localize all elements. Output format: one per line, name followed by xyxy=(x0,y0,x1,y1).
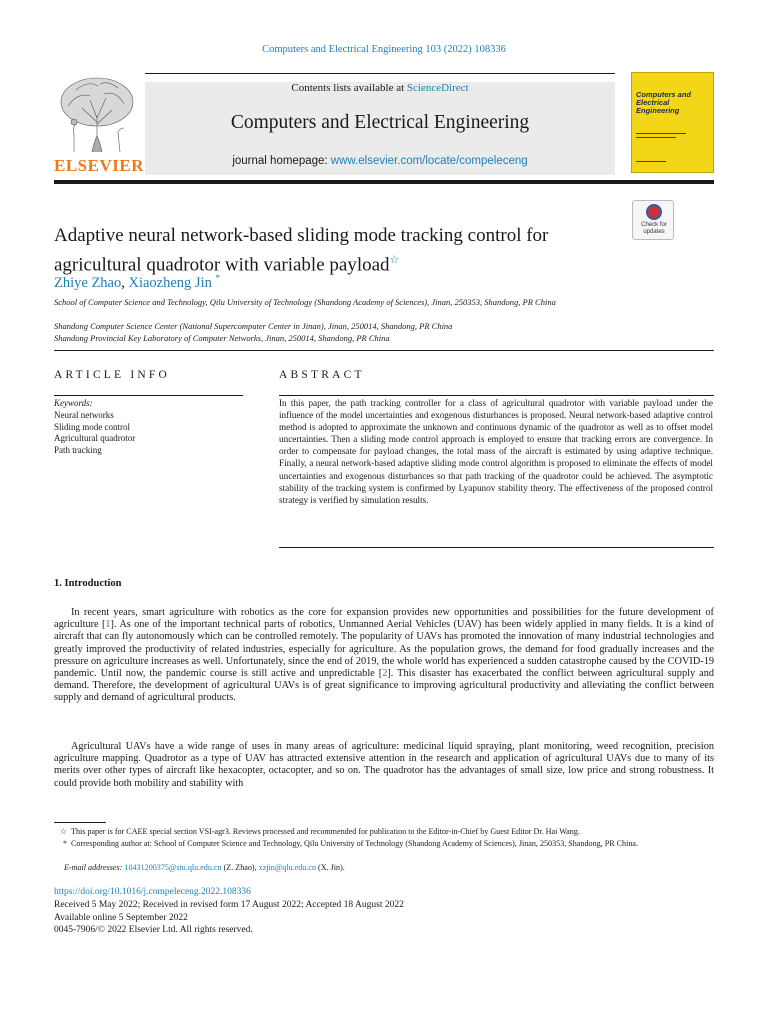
cover-title: Computers and Electrical Engineering xyxy=(636,90,692,115)
affiliation: School of Computer Science and Technology, Qilu University of Technology (Shandong Academy of Sciences), Jinan, 250353, Shandong, PR China xyxy=(54,297,556,307)
article-title xyxy=(54,224,614,277)
copyright: 0045-7906/© 2022 Elsevier Ltd. All rights reserved. xyxy=(54,925,253,936)
author-list xyxy=(54,273,220,292)
keyword: Neural networks xyxy=(54,409,114,420)
citation-link[interactable]: 2 xyxy=(382,668,388,680)
footnote xyxy=(54,838,714,850)
abstract-text: In this paper, the path tracking controller for a class of agricultural quadrotor with variable payload under the influence of the model uncertainties and exogenous disturbances is proposed. Neural network-based adaptive control method is adopted to approximate the unknown and continuous dynamic of the quadrotor as well as to offset model uncertainties. Then a sliding mode control approach is employed to ensure that tracking errors are convergence. In order to compensate for payload changes, the total mass of the aircraft is estimated by using adaptive technique. Finally, a neural network-based adaptive sliding mode control algorithm is proposed to eliminate the effects of model uncertainties and exogenous disturbances so that path tracking of the quadrotor could be achieved. The asymptotic stability of the tracking system is confirmed by Lyapunov stability theory. The effectiveness of the proposed control strategy is verified by simulation results. xyxy=(279,398,713,505)
keywords-label: Keywords: xyxy=(54,398,93,408)
affiliation: Shandong Computer Science Center (National Supercomputer Center in Jinan), Jinan, 250014, Shandong, PR China xyxy=(54,321,453,331)
keyword: Agricultural quadrotor xyxy=(54,433,136,444)
publisher-wordmark: ELSEVIER xyxy=(54,156,144,175)
email-footnote xyxy=(54,862,714,874)
section-divider xyxy=(54,350,714,351)
keyword: Path tracking xyxy=(54,445,102,456)
email-label: E-mail addresses: xyxy=(64,863,123,872)
check-updates-icon xyxy=(646,204,662,220)
contents-line xyxy=(145,82,615,94)
corresponding-author-mark[interactable]: * xyxy=(215,273,220,283)
footnote-text: Corresponding author at: School of Computer Science and Technology, Qilu University of Technology (Shandong Academy of Sciences), Jinan, 250353, Shandong, PR China. xyxy=(71,839,638,848)
paragraph-text: ]. As one of the important technical parts of robotics, Unmanned Aerial Vehicles (UAV) has been widely applied in many fields. It is a kind of aircraft that can fly autonomously which can be controlled remotely. The popularity of UAVs has promoted the innovation of many industrial technologies and greatly improved the productivity of related industries, especially for agriculture. As the population grows, the demand for food gradually increases and the pressure on agriculture increases as well. Unfortunately, since the end of 2019, the whole world has experienced a sudden catastrophe caused by the COVID-19 pandemic. Until now, the pandemic course is still active and unpredictable [ xyxy=(54,619,714,680)
email-owner: (X. Jin). xyxy=(316,863,345,872)
keywords-list xyxy=(54,398,243,457)
title-footnote-star-icon[interactable]: ☆ xyxy=(389,254,400,266)
footnote-rule xyxy=(54,822,106,823)
paragraph-text: In recent years, smart agriculture with robotics as the core for expansion provides new opportunities and possibilities for the future development of agriculture [ xyxy=(54,607,714,631)
footnote xyxy=(54,826,714,838)
journal-reference[interactable]: Computers and Electrical Engineering 103 (2022) 108336 xyxy=(262,44,506,55)
sciencedirect-link[interactable]: ScienceDirect xyxy=(406,82,469,94)
section-heading: 1. Introduction xyxy=(54,578,122,589)
header-divider xyxy=(54,180,714,184)
article-info-rule xyxy=(54,395,243,396)
abstract-heading: ABSTRACT xyxy=(279,369,365,381)
author-separator: , xyxy=(121,274,129,291)
footnote-star-icon: ☆ xyxy=(59,827,67,836)
footnote-asterisk-icon: * xyxy=(63,839,67,848)
cover-line xyxy=(636,137,676,138)
author-name[interactable]: Zhiye Zhao xyxy=(54,274,122,291)
journal-title: Computers and Electrical Engineering xyxy=(230,112,530,133)
check-for-updates-button[interactable] xyxy=(632,200,674,240)
check-updates-label: Check for updates xyxy=(641,222,667,235)
footnote-text: This paper is for CAEE special section VSI-agr3. Reviews processed and recommended for publication to the Editor-in-Chief by Guest Editor Dr. Hai Wang. xyxy=(71,827,580,836)
journal-cover-thumbnail[interactable] xyxy=(631,72,714,173)
journal-homepage-link[interactable]: www.elsevier.com/locate/compeleceng xyxy=(330,155,528,167)
doi-link[interactable]: https://doi.org/10.1016/j.compeleceng.2022.108336 xyxy=(54,887,251,897)
article-info-heading: ARTICLE INFO xyxy=(54,369,170,381)
article-title-text: Adaptive neural network-based sliding mode tracking control for agricultural quadrotor with variable payload xyxy=(54,225,549,276)
email-link[interactable]: 10431200375@stu.qlu.edu.cn xyxy=(124,863,222,872)
affiliation: Shandong Provincial Key Laboratory of Computer Networks, Jinan, 250014, Shandong, PR China xyxy=(54,333,390,343)
abstract-top-rule xyxy=(279,395,714,396)
author-name[interactable]: Xiaozheng Jin xyxy=(128,274,212,291)
body-paragraph: Agricultural UAVs have a wide range of uses in many areas of agriculture: medicinal liquid spraying, plant monitoring, weed recognition, precision agriculture mapping. Quadrotor as a type of UAV has attracted extensive attention in the research and application of agricultural UAVs due to many of its merits over other types of aircraft like hexacopter, octacopter, and so on. The quadrotor has the advantages of small size, low price and strong robustness. It could provide both mobility and stability with xyxy=(54,741,714,789)
paragraph-text: ]. This disaster has exacerbated the conflict between agricultural supply and demand. Therefore, the development of agricultural UAVs is of great significance to improving agricultural productivity and alleviating the conflict between supply and demand of agricultural products. xyxy=(54,668,714,704)
header-top-rule xyxy=(145,73,615,74)
received-dates: Received 5 May 2022; Received in revised form 17 August 2022; Accepted 18 August 2022 xyxy=(54,899,404,910)
email-link[interactable]: xzjin@qlu.edu.cn xyxy=(258,863,317,872)
keyword: Sliding mode control xyxy=(54,421,130,432)
homepage-prefix: journal homepage: xyxy=(232,155,331,167)
cover-line xyxy=(636,133,686,134)
publication-info xyxy=(54,886,714,937)
available-online: Available online 5 September 2022 xyxy=(54,912,188,923)
contents-prefix: Contents lists available at xyxy=(291,82,407,94)
homepage-line xyxy=(145,155,615,167)
email-owner: (Z. Zhao), xyxy=(221,863,259,872)
cover-line xyxy=(636,161,666,162)
abstract-bottom-rule xyxy=(279,547,714,548)
body-paragraph xyxy=(54,607,714,705)
citation-link[interactable]: 1 xyxy=(105,619,111,631)
